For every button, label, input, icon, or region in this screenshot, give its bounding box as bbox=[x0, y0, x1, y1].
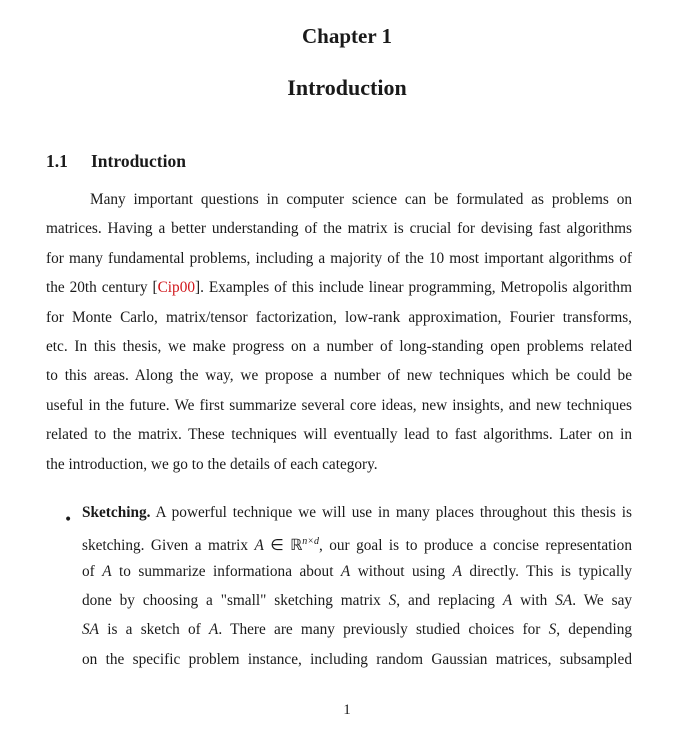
math-symbol: A bbox=[254, 537, 264, 555]
text-span: useful in the future. We first summarize several core ideas, new insights, and new techniques bbox=[46, 396, 632, 414]
bullet-heading: Sketching. bbox=[82, 504, 151, 521]
section-number: 1.1 bbox=[46, 151, 68, 171]
chapter-title: Introduction bbox=[287, 75, 407, 100]
text-span: , and replacing bbox=[396, 591, 503, 609]
text-line bbox=[46, 337, 632, 357]
math-symbol: A bbox=[452, 562, 462, 580]
math-symbol: A bbox=[102, 562, 112, 580]
text-span: matrices. Having a better understanding of the matrix is crucial for devising fast algorithms bbox=[46, 220, 632, 238]
text-line bbox=[46, 249, 632, 269]
math-symbol: S bbox=[388, 591, 397, 609]
chapter-label: Chapter 1 bbox=[301, 24, 393, 48]
text-span: for Monte Carlo, matrix/tensor factorization, low-rank approximation, Fourier transforms, bbox=[46, 308, 632, 326]
text-line bbox=[90, 190, 632, 210]
text-span: A powerful technique we will use in many places throughout this thesis is bbox=[150, 504, 632, 521]
text-span: for many fundamental problems, including a majority of the 10 most important algorithms of bbox=[46, 249, 632, 267]
text-span: is a sketch of bbox=[99, 621, 209, 639]
text-line bbox=[82, 532, 632, 555]
text-span: . Examples of this include linear programming, Metropolis algorithm bbox=[200, 279, 632, 297]
math-symbol: A bbox=[340, 562, 351, 580]
text-span: related to the matrix. These techniques will eventually lead to fast algorithms. Later on in bbox=[46, 426, 632, 444]
page-number: 1 bbox=[343, 702, 351, 718]
math-symbol: SA bbox=[82, 621, 99, 639]
text-line bbox=[46, 455, 632, 475]
text-span: directly. This is typically bbox=[461, 562, 632, 580]
text-span: to summarize informationa about bbox=[111, 562, 341, 580]
text-span: Many important questions in computer science can be formulated as problems on bbox=[90, 191, 632, 208]
bullet-icon: • bbox=[64, 512, 73, 528]
text-span: the 20th century bbox=[46, 279, 153, 297]
text-span: sketching. Given a matrix bbox=[82, 537, 255, 555]
text-line bbox=[82, 503, 632, 523]
text-span: , our goal is to produce a concise representation bbox=[318, 537, 632, 555]
section-heading bbox=[46, 151, 186, 172]
text-span: with bbox=[512, 591, 556, 609]
text-span: ∈ ℝ bbox=[263, 537, 303, 555]
math-symbol: A bbox=[208, 621, 219, 639]
text-line bbox=[82, 650, 632, 670]
text-span: n×d bbox=[302, 536, 319, 548]
text-line bbox=[46, 366, 632, 386]
text-line bbox=[46, 278, 632, 298]
text-span: etc. In this thesis, we make progress on a number of long-standing open problems related bbox=[46, 338, 632, 355]
text-span: [ bbox=[152, 279, 158, 297]
text-line bbox=[46, 425, 632, 445]
text-span: without using bbox=[350, 562, 453, 580]
text-span: , depending bbox=[556, 621, 632, 639]
text-line bbox=[46, 219, 632, 239]
text-line bbox=[46, 396, 632, 416]
math-symbol: S bbox=[548, 621, 557, 639]
text-line bbox=[82, 591, 632, 611]
math-symbol: A bbox=[502, 591, 513, 609]
citation-link[interactable]: Cip00 bbox=[157, 279, 196, 297]
text-span: . We say bbox=[572, 591, 633, 609]
text-line bbox=[46, 308, 632, 328]
text-span: on the specific problem instance, including random Gaussian matrices, subsampled bbox=[82, 650, 632, 668]
text-span: to this areas. Along the way, we propose a number of new techniques which be could be bbox=[46, 367, 632, 385]
text-span: ] bbox=[195, 279, 201, 297]
text-span: the introduction, we go to the details of each category. bbox=[46, 455, 378, 473]
section-title: Introduction bbox=[91, 151, 186, 171]
text-line bbox=[82, 620, 632, 640]
text-span: done by choosing a "small" sketching matrix bbox=[82, 591, 389, 609]
text-span: of bbox=[82, 562, 103, 580]
text-line bbox=[82, 562, 632, 582]
math-symbol: SA bbox=[555, 591, 573, 609]
text-span: . There are many previously studied choices for bbox=[218, 621, 549, 639]
